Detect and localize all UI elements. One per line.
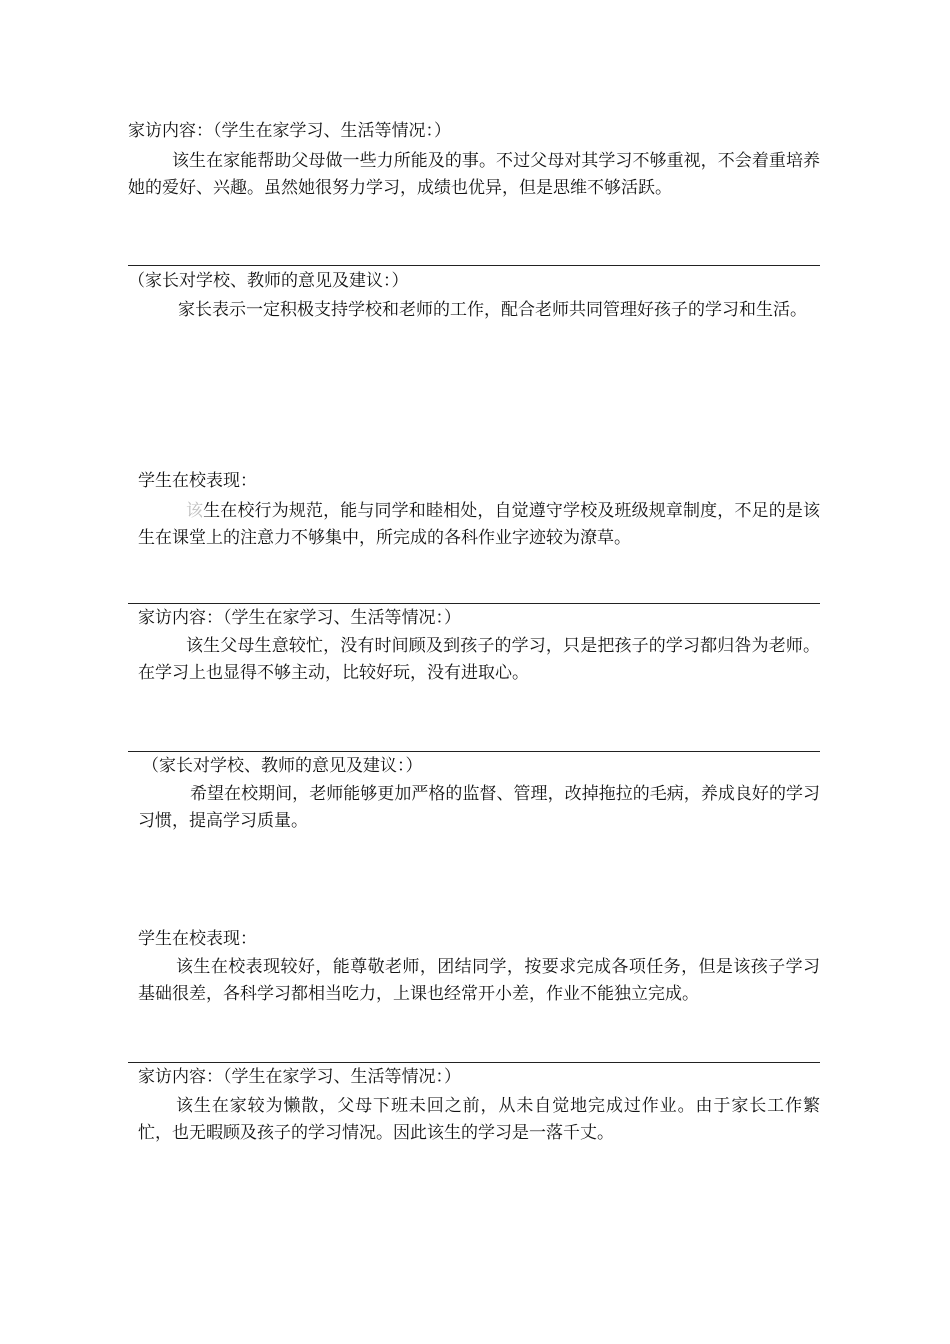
parent-heading-2: （家长对学校、教师的意见及建议：） bbox=[142, 756, 423, 776]
parent-heading-1: （家长对学校、教师的意见及建议：） bbox=[128, 271, 409, 291]
visit-text-3: 该生在家较为懒散，父母下班未回之前，从未自觉地完成过作业。由于家长工作繁忙，也无暇顾及孩子的学习情况。因此该生的学习是一落千丈。 bbox=[138, 1096, 820, 1143]
school-text-2-first-char: 该 bbox=[186, 501, 204, 521]
parent-text-2: 希望在校期间，老师能够更加严格的监督、管理，改掉拖拉的毛病，养成良好的学习习惯，提高学习质量。 bbox=[138, 784, 820, 831]
school-text-3: 该生在校表现较好，能尊敬老师，团结同学，按要求完成各项任务，但是该孩子学习基础很差，各科学习都相当吃力，上课也经常开小差，作业不能独立完成。 bbox=[138, 957, 820, 1004]
visit-text-1: 该生在家能帮助父母做一些力所能及的事。不过父母对其学习不够重视，不会着重培养她的爱好、兴趣。虽然她很努力学习，成绩也优异，但是思维不够活跃。 bbox=[128, 151, 820, 198]
visit-text-2: 该生父母生意较忙，没有时间顾及到孩子的学习，只是把孩子的学习都归咎为老师。在学习上也显得不够主动，比较好玩，没有进取心。 bbox=[138, 636, 820, 683]
school-heading-2: 学生在校表现： bbox=[138, 471, 257, 491]
visit-heading-3: 家访内容：（学生在家学习、生活等情况：） bbox=[138, 1067, 461, 1087]
parent-text-1: 家长表示一定积极支持学校和老师的工作，配合老师共同管理好孩子的学习和生活。 bbox=[178, 300, 807, 320]
divider-2 bbox=[128, 603, 820, 604]
visit-heading-2: 家访内容：（学生在家学习、生活等情况：） bbox=[138, 608, 461, 628]
school-text-2-body: 生在校行为规范，能与同学和睦相处，自觉遵守学校及班级规章制度，不足的是该生在课堂上的注意力不够集中，所完成的各科作业字迹较为潦草。 bbox=[138, 501, 820, 548]
divider-4 bbox=[128, 1062, 820, 1063]
school-heading-3: 学生在校表现： bbox=[138, 929, 257, 949]
visit-heading-1: 家访内容：（学生在家学习、生活等情况：） bbox=[128, 121, 451, 141]
divider-1 bbox=[128, 265, 820, 266]
divider-3 bbox=[128, 751, 820, 752]
school-text-2 bbox=[138, 498, 820, 552]
